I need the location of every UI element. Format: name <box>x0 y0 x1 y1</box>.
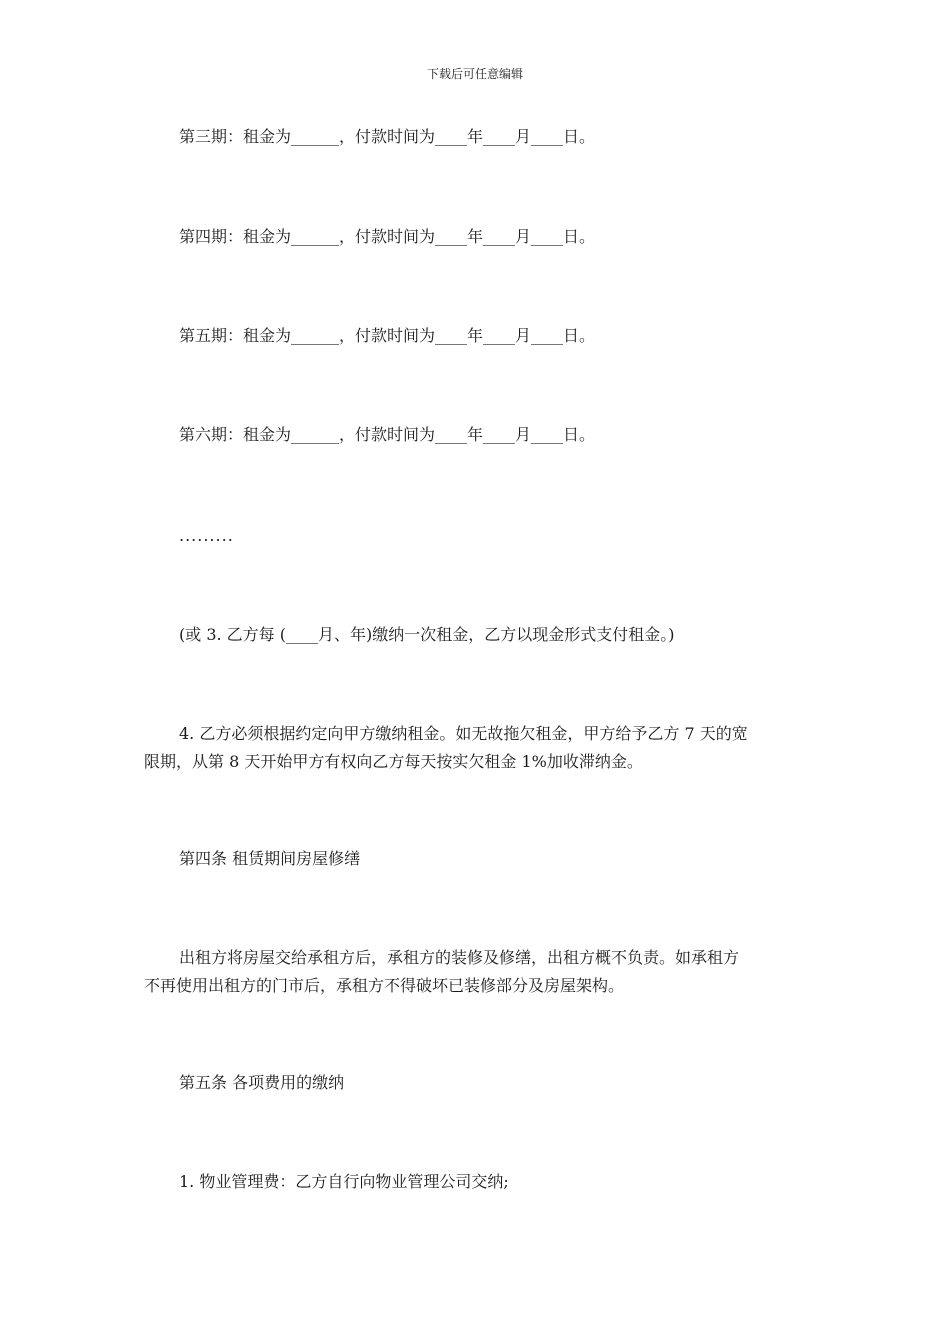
page-header: 下载后可任意编辑 <box>426 67 523 81</box>
repair-clause <box>144 944 804 1000</box>
article-5-heading: 第五条 各项费用的缴纳 <box>179 1073 345 1092</box>
payment-period-3: 第三期：租金为______，付款时间为____年____月____日。 <box>179 127 596 146</box>
late-payment-clause <box>144 720 804 776</box>
payment-period-5: 第五期：租金为______，付款时间为____年____月____日。 <box>179 326 596 345</box>
late-payment-line-1: 4. 乙方必须根据约定向甲方缴纳租金。如无故拖欠租金，甲方给予乙方 7 天的宽 <box>179 724 748 743</box>
property-fee-clause: 1. 物业管理费：乙方自行向物业管理公司交纳; <box>179 1172 509 1191</box>
repair-line-1: 出租方将房屋交给承租方后，承租方的装修及修缮，出租方概不负责。如承租方 <box>179 948 740 967</box>
repair-line-2: 不再使用出租方的门市后，承租方不得破坏已装修部分及房屋架构。 <box>144 976 625 995</box>
article-4-heading: 第四条 租赁期间房屋修缮 <box>179 849 361 868</box>
alternative-payment-clause: (或 3. 乙方每 (____月、年)缴纳一次租金，乙方以现金形式支付租金。) <box>179 625 675 644</box>
late-payment-line-2: 限期，从第 8 天开始甲方有权向乙方每天按实欠租金 1%加收滞纳金。 <box>144 752 643 771</box>
payment-period-4: 第四期：租金为______，付款时间为____年____月____日。 <box>179 227 596 246</box>
payment-period-6: 第六期：租金为______，付款时间为____年____月____日。 <box>179 425 596 444</box>
ellipsis-line: ......... <box>179 526 234 545</box>
